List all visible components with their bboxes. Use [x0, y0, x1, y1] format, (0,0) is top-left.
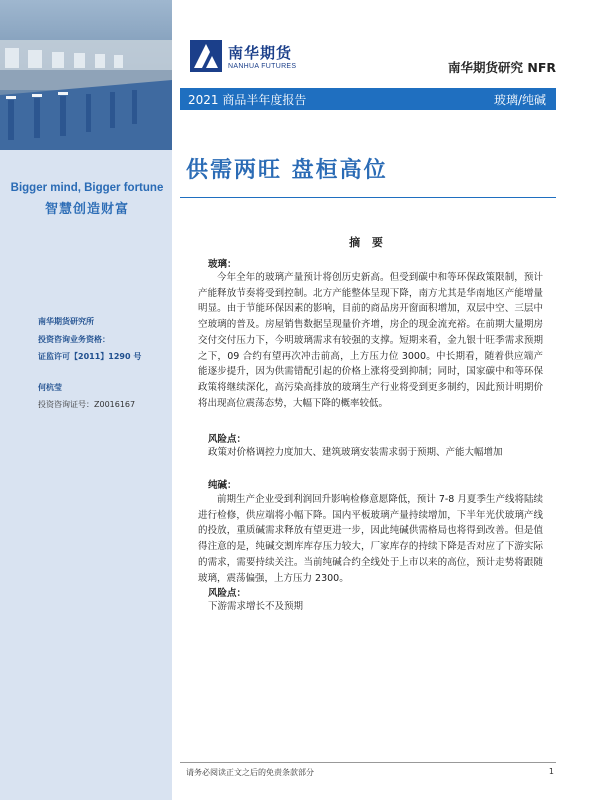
- report-band: [180, 88, 556, 110]
- analyst-certificate: 投资咨询证号：Z0016167: [38, 400, 136, 409]
- glass-risk-heading: 风险点：: [208, 434, 247, 445]
- soda-body: 前期生产企业受到利润回升影响检修意愿降低，预计 7-8 月夏季生产线将陆续进行检修，供应端将小幅下降。国内平板玻璃产量持续增加，下半年光伏玻璃产线的投放，重质碱需求释放有望更进一步，因此纯碱供需格局也将得到改善。但是值得注意的是，纯碱交割库库存压力较大，厂家库存的持续下降是否对应了下游实际的需求，需要持续关注。当前纯碱合约全线处于上市以来的高位，预计走势将跟随玻璃，震荡偏强，上方压力 2300。: [198, 494, 543, 584]
- license-number: 证监许可【2011】1290 号: [38, 352, 142, 361]
- report-label: 2021 商品半年度报告: [188, 93, 307, 107]
- report-category: 玻璃/纯碱: [493, 93, 546, 107]
- footer-divider: [180, 762, 556, 763]
- nanhua-logo-icon: [190, 40, 222, 72]
- soda-heading: 纯碱：: [208, 480, 237, 491]
- soda-risk-heading: 风险点：: [208, 588, 247, 599]
- glass-risk-body: 政策对价格调控力度加大、建筑玻璃安装需求弱于预期、产能大幅增加: [208, 447, 503, 458]
- disclaimer-note: 请务必阅读正文之后的免责条款部分: [186, 768, 314, 777]
- logo-chinese-name: 南华期货: [228, 44, 293, 62]
- research-org-title: 南华期货研究 NFR: [448, 60, 556, 75]
- analyst-name: 何杭莹: [38, 383, 62, 392]
- slogan-chinese: 智慧创造财富: [44, 202, 129, 217]
- factory-photo: [0, 0, 172, 150]
- left-sidebar: [0, 0, 172, 800]
- title-divider: [180, 197, 556, 198]
- slogan-english: Bigger mind, Bigger fortune: [10, 182, 164, 194]
- glass-heading: 玻璃：: [208, 259, 237, 270]
- page-title: 供需两旺 盘桓高位: [186, 158, 388, 183]
- logo-english-name: NANHUA FUTURES: [228, 63, 297, 70]
- page-number: 1: [548, 767, 554, 776]
- glass-body: 今年全年的玻璃产量预计将创历史新高。但受到碳中和等环保政策限制，预计产能释放节奏将受到控制。北方产能整体呈现下降，南方尤其是华南地区产能增量明显。由于节能环保因素的影响，目前的商品房开窗面积增加，双层中空、三层中空玻璃的普及。房屋销售数据呈现量价齐增，房企的现金流充裕。在前期大量期房交付交付压力下，今明玻璃需求有较强的支撑。短期来看，金九银十旺季需求预期之下，09 合约有望再次冲击前高，上方压力位 3000。中长期看，随着供应端产能逐步提升，因为供需错配引起的价格上涨将受到抑制；同时，国家碳中和等环保政策将继续深化，高污染高排放的玻璃生产行业将受到更多制约，因此预计明期价将出现高位震荡态势，大幅下降的概率较低。: [198, 272, 543, 409]
- research-institute-label: 南华期货研究所: [38, 317, 94, 326]
- qualification-label: 投资咨询业务资格：: [38, 335, 110, 344]
- soda-risk-body: 下游需求增长不及预期: [208, 601, 304, 612]
- summary-heading: 摘 要: [349, 236, 387, 249]
